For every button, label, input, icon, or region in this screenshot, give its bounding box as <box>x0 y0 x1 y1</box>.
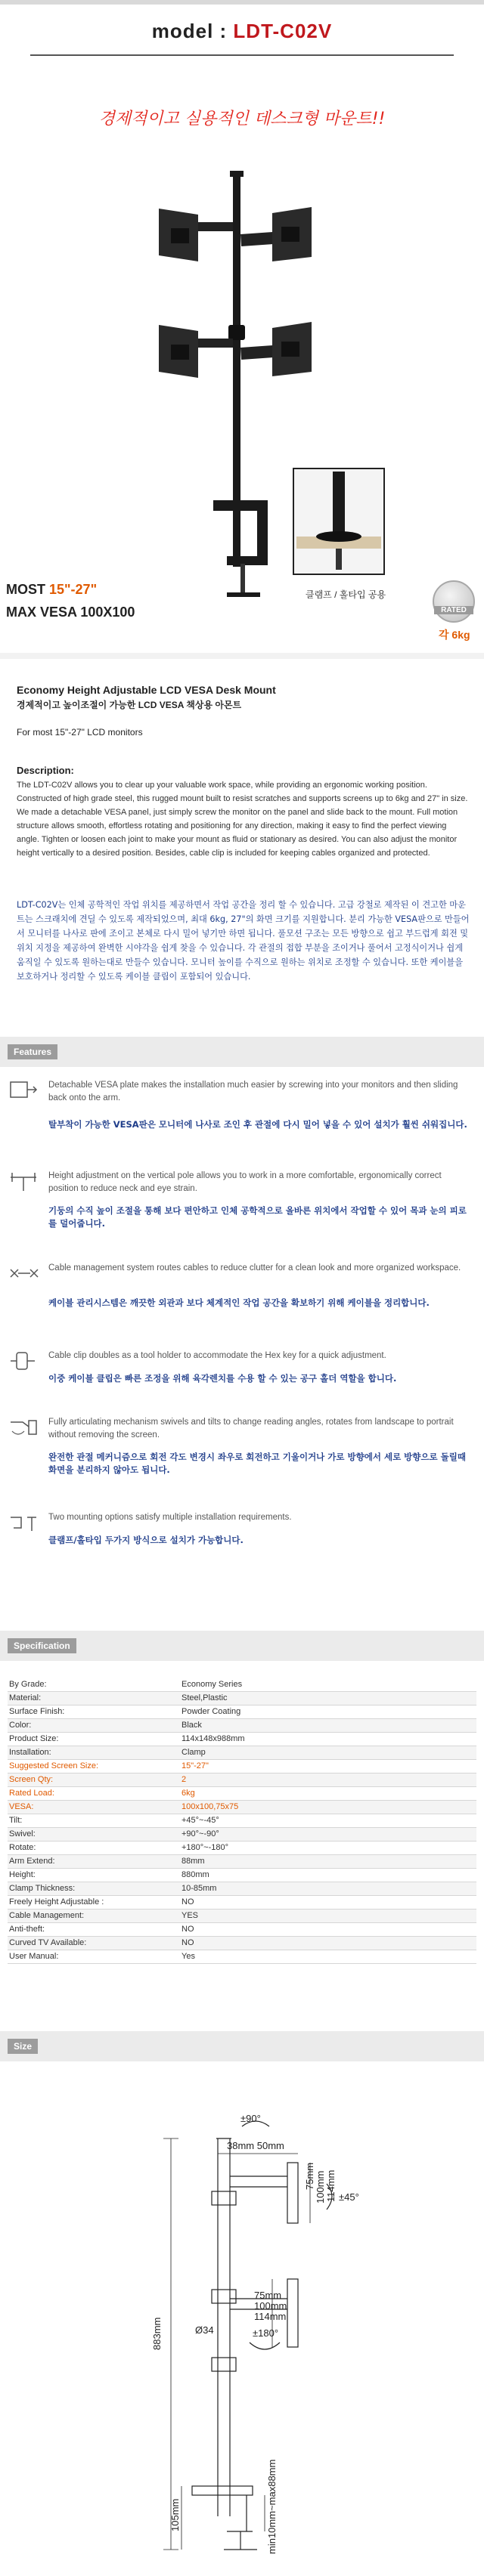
spec-value: NO <box>180 1895 476 1909</box>
spec-value: +90°~-90° <box>180 1827 476 1841</box>
feature-text-en: Cable clip doubles as a tool holder to accommodate the Hex key for a quick adjustment. <box>48 1351 386 1360</box>
spec-key: Anti-theft: <box>8 1922 180 1936</box>
spec-row <box>8 1800 476 1814</box>
spec-key: Material: <box>8 1691 180 1705</box>
spec-key: Rated Load: <box>8 1786 180 1800</box>
spec-key: Freely Height Adjustable : <box>8 1895 180 1909</box>
top-divider <box>0 0 484 5</box>
feature-text-ko: 기둥의 수직 높이 조절을 통해 보다 편안하고 인체 공학적으로 올바른 위치에서 작업할 수 있어 목과 눈의 피로를 덜어줍니다. <box>48 1205 467 1229</box>
lower-dim-100mm: 100mm <box>254 2300 287 2312</box>
swivel-tilt-icon <box>8 1416 39 1439</box>
dim-100mm: 100mm <box>315 2170 326 2203</box>
spec-row <box>8 1814 476 1827</box>
spec-value: Steel,Plastic <box>180 1691 476 1705</box>
spec-key: Rotate: <box>8 1841 180 1854</box>
spec-value: 88mm <box>180 1854 476 1868</box>
spec-row <box>8 1705 476 1718</box>
spec-key: Swivel: <box>8 1827 180 1841</box>
rated-badge-text: RATED <box>434 606 473 614</box>
size-header <box>0 2031 484 2061</box>
spec-value: NO <box>180 1922 476 1936</box>
spec-row <box>8 1895 476 1909</box>
spec-row <box>8 1922 476 1936</box>
swivel-dimension: ±90° <box>240 2113 261 2124</box>
spec-row <box>8 1732 476 1746</box>
model-label: model : <box>151 20 234 42</box>
feature-text-en: Fully articulating mechanism swivels and tilts to change reading angles, rotates from landscape to portrait without removing the screen. <box>48 1418 454 1440</box>
feature-text-en: Height adjustment on the vertical pole allows you to work in a more comfortable, ergonomically correct position to reduce neck and eye strain. <box>48 1171 442 1193</box>
description-text-en: The LDT-C02V allows you to clear up your valuable work space, while providing an ergonomic working position. Constructed of high grade steel, this rugged mount built to resist scratches and supports screens up to 6kg and 27" in size. We made a detachable VESA panel, just simply screw the monitor on the panel and slide back to the mount. Full motion structure allows smooth, effortless rotating and positioning for any direction, making it easy to find the perfect viewing angle. Tighten or loosen each joint to make your mount as fluid or stationary as desired. You can also adjust the monitor height vertically to a desired position. Besides, cable clip is included for keeping cables organized and protected. <box>17 781 468 858</box>
spec-row <box>8 1759 476 1773</box>
spec-value: Economy Series <box>180 1678 476 1691</box>
max-vesa: MAX VESA 100X100 <box>6 605 135 620</box>
spec-value: 10-85mm <box>180 1882 476 1895</box>
feature-text-en: Detachable VESA plate makes the installation much easier by screwing into your monitors and then sliding back onto the arm. <box>48 1081 458 1102</box>
spec-row <box>8 1786 476 1800</box>
spec-key: Tilt: <box>8 1814 180 1827</box>
spec-value: YES <box>180 1909 476 1922</box>
mounting-options-icon <box>8 1511 39 1534</box>
rotate-dimension: ±180° <box>253 2327 279 2339</box>
spec-row <box>8 1868 476 1882</box>
feature-text-en: Cable management system routes cables to reduce clutter for a clean look and more organized workspace. <box>48 1263 461 1273</box>
spec-value: 15"-27" <box>180 1759 476 1773</box>
spec-key: Installation: <box>8 1746 180 1759</box>
tilt-dimension: ±45° <box>339 2191 359 2203</box>
section-divider <box>0 653 484 659</box>
model-title <box>0 20 484 43</box>
lower-dim-75mm: 75mm <box>254 2290 282 2301</box>
spec-key: Cable Management: <box>8 1909 180 1922</box>
title-rule <box>30 54 454 56</box>
spec-row <box>8 1854 476 1868</box>
rated-load: 각 6kg <box>439 629 470 641</box>
spec-key: VESA: <box>8 1800 180 1814</box>
feature-text-ko: 케이블 관리시스템은 깨끗한 외관과 보다 체계적인 작업 공간을 확보하기 위해 케이블을 정리합니다. <box>48 1297 430 1308</box>
top-dimensions: 38mm 50mm <box>227 2140 284 2151</box>
specification-table <box>8 1678 476 1964</box>
spec-key: Color: <box>8 1718 180 1732</box>
spec-key: User Manual: <box>8 1950 180 1963</box>
cable-management-icon <box>8 1262 39 1285</box>
spec-value: 2 <box>180 1773 476 1786</box>
spec-key: Clamp Thickness: <box>8 1882 180 1895</box>
description-for-monitors: For most 15"-27" LCD monitors <box>17 727 143 738</box>
spec-value: NO <box>180 1936 476 1950</box>
dimension-drawing <box>0 2108 484 2562</box>
description-text-ko: LDT-C02V는 인체 공학적인 작업 위치를 제공하면서 작업 공간을 정리 할 수 있습니다. 고급 강철로 제작된 이 견고한 마운트는 스크래치에 견딜 수 있도록 제작되었으며, 최대 6kg, 27"의 화면 크기를 지원합니다. 분리 가능한 VESA판으로 만들어서 모니터를 나사로 판에 조이고 본체로 다시 밀어 넣기만 하면 됩니다. 풀모션 구조는 모든 방향으로 쉽고 부드럽게 회전 및 위치 지정을 제공하여 완벽한 시야각을 쉽게 찾을 수 있습니다. 각 관절의 접합 부분을 조이거나 풀어서 고정식이거나 쉽게 움직일 수 있도록 원하는대로 만들수 있습니다. 모니터 높이를 수직으로 원하는 위치로 조정할 수 있습니다. 또한 케이블을 보호하거나 정리할 수 있도록 케이블 클립이 포함되어 있습니다. <box>17 900 470 982</box>
rated-badge-icon <box>433 580 475 623</box>
clamp-caption: 클램프 / 홀타입 공용 <box>306 589 386 600</box>
feature-text-ko: 탈부착이 가능한 VESA판은 모니터에 나사로 조인 후 관절에 다시 밀어 넣을 수 있어 설치가 훨씬 쉬워집니다. <box>48 1119 467 1130</box>
height-adjust-icon <box>8 1170 39 1192</box>
spec-row <box>8 1827 476 1841</box>
spec-key: Curved TV Available: <box>8 1936 180 1950</box>
spec-value: 880mm <box>180 1868 476 1882</box>
spec-value: 114x148x988mm <box>180 1732 476 1746</box>
description-title: Economy Height Adjustable LCD VESA Desk Mount <box>17 684 276 696</box>
spec-value: 6kg <box>180 1786 476 1800</box>
grommet-inset-photo <box>293 469 384 574</box>
specification-label: Specification <box>8 1638 76 1653</box>
spec-row <box>8 1718 476 1732</box>
dim-114mm: 114mm <box>325 2169 337 2202</box>
pole-diameter: Ø34 <box>195 2324 214 2336</box>
base-height-dimension: 105mm <box>169 2498 181 2531</box>
spec-row <box>8 1936 476 1950</box>
spec-key: Screen Qty: <box>8 1773 180 1786</box>
spec-key: Arm Extend: <box>8 1854 180 1868</box>
size-range-value: 15"-27" <box>49 582 98 597</box>
spec-key: Height: <box>8 1868 180 1882</box>
spec-value: +180°~-180° <box>180 1841 476 1854</box>
product-image <box>0 144 484 642</box>
spec-row <box>8 1950 476 1963</box>
size-prefix: MOST <box>6 582 49 597</box>
size-label: Size <box>8 2039 38 2054</box>
vesa-plate-icon <box>8 1079 39 1102</box>
feature-text-ko: 클램프/홀타입 두가지 방식으로 설치가 가능합니다. <box>48 1535 244 1545</box>
spec-value: Black <box>180 1718 476 1732</box>
spec-row <box>8 1746 476 1759</box>
features-label: Features <box>8 1044 57 1059</box>
feature-text-ko: 완전한 관절 메커니즘으로 회전 각도 변경시 좌우로 회전하고 기울이거나 가로 방향에서 세로 방향으로 돌릴때 화면을 분리하지 않아도 됩니다. <box>48 1452 466 1475</box>
spec-value: +45°~-45° <box>180 1814 476 1827</box>
feature-text-en: Two mounting options satisfy multiple installation requirements. <box>48 1513 292 1522</box>
spec-row <box>8 1773 476 1786</box>
monitor-mount-illustration <box>0 144 484 642</box>
model-value: LDT-C02V <box>233 20 333 42</box>
dim-75mm: 75mm <box>304 2162 315 2190</box>
spec-value: Clamp <box>180 1746 476 1759</box>
features-header <box>0 1037 484 1067</box>
height-dimension: 883mm <box>151 2317 163 2350</box>
cable-clip-icon <box>8 1350 39 1372</box>
spec-row <box>8 1691 476 1705</box>
spec-value: 100x100,75x75 <box>180 1800 476 1814</box>
spec-row <box>8 1841 476 1854</box>
size-range <box>6 582 97 598</box>
feature-text-ko: 이중 케이블 클립은 빠른 조정을 위해 육각렌치를 수용 할 수 있는 공구 홀더 역할을 합니다. <box>48 1373 397 1384</box>
size-diagram <box>0 2108 484 2562</box>
spec-key: By Grade: <box>8 1678 180 1691</box>
lower-dim-114mm: 114mm <box>254 2311 287 2322</box>
spec-row <box>8 1909 476 1922</box>
spec-row <box>8 1882 476 1895</box>
spec-key: Suggested Screen Size: <box>8 1759 180 1773</box>
spec-value: Powder Coating <box>180 1705 476 1718</box>
spec-row <box>8 1678 476 1691</box>
spec-value: Yes <box>180 1950 476 1963</box>
spec-key: Product Size: <box>8 1732 180 1746</box>
description-subtitle: 경제적이고 높이조절이 가능한 LCD VESA 책상용 아몬트 <box>17 700 242 710</box>
specification-header <box>0 1631 484 1661</box>
clamp-range-dimension: min10mm~max88mm <box>266 2459 278 2554</box>
slogan: 경제적이고 실용적인 데스크형 마운트!! <box>98 110 386 128</box>
spec-key: Surface Finish: <box>8 1705 180 1718</box>
description-heading: Description: <box>17 765 74 776</box>
